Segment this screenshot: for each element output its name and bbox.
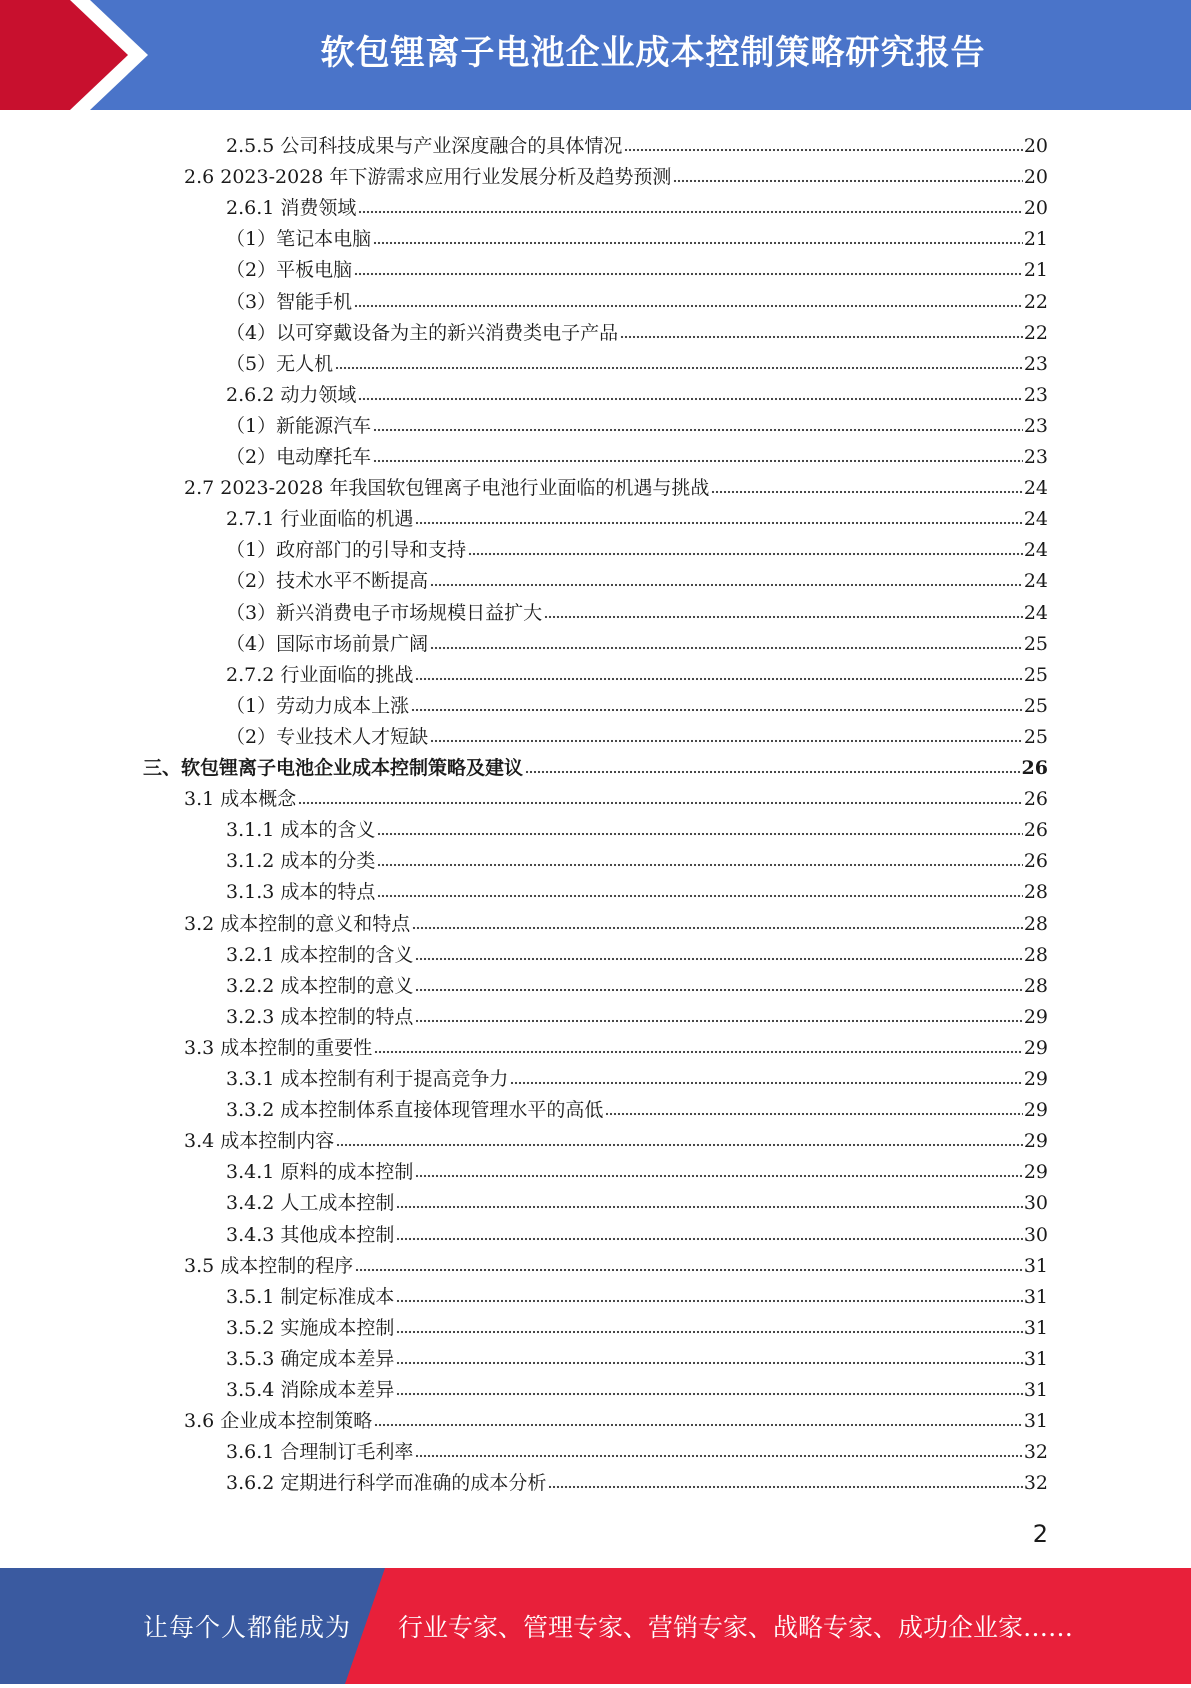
toc-entry-page: 32 [1023, 1472, 1048, 1494]
toc-entry-title: （5）无人机 [226, 353, 334, 375]
toc-dot-leader [510, 1061, 1022, 1085]
toc-dot-leader [335, 346, 1023, 370]
toc-dot-leader [673, 159, 1022, 183]
toc-entry-page: 24 [1023, 508, 1048, 530]
toc-dot-leader [396, 1310, 1022, 1334]
toc-dot-leader [468, 532, 1023, 556]
page-header [0, 0, 1191, 110]
toc-entry-page: 28 [1023, 881, 1048, 903]
toc-entry-page: 24 [1023, 477, 1048, 499]
toc-entry[interactable] [226, 189, 1048, 220]
toc-entry[interactable] [226, 127, 1048, 158]
toc-dot-leader [411, 688, 1023, 712]
toc-entry-page: 21 [1023, 228, 1048, 250]
toc-dot-leader [605, 1092, 1022, 1116]
toc-dot-leader [377, 812, 1022, 836]
toc-entry[interactable] [226, 376, 1048, 407]
toc-entry-page: 26 [1021, 757, 1048, 779]
toc-entry-title: 3.3.2 成本控制体系直接体现管理水平的高低 [226, 1099, 604, 1121]
toc-entry-page: 23 [1023, 446, 1048, 468]
toc-entry-page: 26 [1023, 819, 1048, 841]
toc-entry-title: 3.2.2 成本控制的意义 [226, 975, 414, 997]
toc-entry-title: （1）笔记本电脑 [226, 228, 372, 250]
toc-entry[interactable] [226, 407, 1048, 438]
toc-entry-page: 21 [1023, 259, 1048, 281]
toc-dot-leader [430, 563, 1023, 587]
toc-entry[interactable] [226, 562, 1048, 593]
toc-dot-leader [525, 750, 1021, 774]
toc-entry-title: 3.2.3 成本控制的特点 [226, 1006, 414, 1028]
toc-entry-title: 3.5 成本控制的程序 [184, 1255, 354, 1277]
toc-entry-page: 29 [1023, 1130, 1048, 1152]
toc-entry[interactable] [226, 998, 1048, 1029]
toc-entry-page: 31 [1023, 1410, 1048, 1432]
toc-entry-page: 24 [1023, 570, 1048, 592]
toc-dot-leader [396, 1217, 1022, 1241]
toc-entry-page: 31 [1023, 1379, 1048, 1401]
toc-entry[interactable] [226, 936, 1048, 967]
toc-entry[interactable] [184, 1029, 1048, 1060]
toc-entry-page: 26 [1023, 850, 1048, 872]
toc-dot-leader [415, 501, 1022, 525]
toc-entry-page: 30 [1023, 1192, 1048, 1214]
toc-entry[interactable] [226, 656, 1048, 687]
toc-entry[interactable] [226, 251, 1048, 282]
toc-dot-leader [544, 595, 1023, 619]
toc-entry[interactable] [226, 1309, 1048, 1340]
toc-entry-title: 2.6.1 消费领域 [226, 197, 357, 219]
toc-entry[interactable] [184, 1402, 1048, 1433]
toc-entry[interactable] [226, 811, 1048, 842]
toc-entry[interactable] [184, 780, 1048, 811]
toc-entry-page: 29 [1023, 1161, 1048, 1183]
toc-entry-title: 3.6.2 定期进行科学而准确的成本分析 [226, 1472, 547, 1494]
report-title: 软包锂离子电池企业成本控制策略研究报告 [320, 33, 986, 73]
toc-entry-title: 3.4.2 人工成本控制 [226, 1192, 395, 1214]
toc-entry-title: （2）电动摩托车 [226, 446, 372, 468]
toc-entry-title: 3.6 企业成本控制策略 [184, 1410, 373, 1432]
toc-entry-title: 3.3 成本控制的重要性 [184, 1037, 373, 1059]
toc-entry-page: 23 [1023, 415, 1048, 437]
toc-entry-title: 2.6.2 动力领域 [226, 384, 357, 406]
toc-entry-page: 28 [1023, 975, 1048, 997]
toc-entry-title: 3.1.1 成本的含义 [226, 819, 376, 841]
toc-dot-leader [358, 377, 1022, 401]
toc-dot-leader [377, 874, 1022, 898]
toc-dot-leader [374, 1030, 1023, 1054]
toc-entry-title: 3.4.3 其他成本控制 [226, 1224, 395, 1246]
toc-entry[interactable] [226, 1340, 1048, 1371]
toc-dot-leader [415, 657, 1022, 681]
toc-entry-title: 2.7.1 行业面临的机遇 [226, 508, 414, 530]
toc-entry-title: 3.2 成本控制的意义和特点 [184, 913, 411, 935]
toc-entry-page: 29 [1023, 1037, 1048, 1059]
toc-entry-page: 30 [1023, 1224, 1048, 1246]
toc-entry-title: （3）智能手机 [226, 291, 353, 313]
toc-entry[interactable] [226, 687, 1048, 718]
toc-entry-page: 24 [1023, 539, 1048, 561]
toc-entry[interactable] [226, 345, 1048, 376]
toc-entry-title: （1）劳动力成本上涨 [226, 695, 410, 717]
toc-entry-page: 28 [1023, 944, 1048, 966]
toc-entry-page: 22 [1023, 322, 1048, 344]
toc-dot-leader [373, 221, 1023, 245]
toc-entry-title: （1）新能源汽车 [226, 415, 372, 437]
toc-entry[interactable] [226, 283, 1048, 314]
toc-entry-title: 三、软包锂离子电池企业成本控制策略及建议 [143, 757, 524, 779]
toc-entry-title: 3.5.1 制定标准成本 [226, 1286, 395, 1308]
toc-entry-title: （3）新兴消费电子市场规模日益扩大 [226, 602, 543, 624]
toc-dot-leader [415, 1154, 1022, 1178]
toc-entry[interactable] [143, 749, 1048, 780]
toc-entry-title: （2）平板电脑 [226, 259, 353, 281]
toc-dot-leader [415, 968, 1022, 992]
toc-entry[interactable] [184, 469, 1048, 500]
toc-entry[interactable] [184, 905, 1048, 936]
toc-entry-page: 32 [1023, 1441, 1048, 1463]
toc-dot-leader [373, 439, 1023, 463]
footer-slogan: 让每个人都能成为 [143, 1613, 352, 1642]
toc-dot-leader [415, 999, 1022, 1023]
toc-dot-leader [355, 1248, 1023, 1272]
toc-dot-leader [354, 284, 1023, 308]
toc-entry[interactable] [226, 500, 1048, 531]
toc-entry-title: （2）专业技术人才短缺 [226, 726, 429, 748]
toc-entry-page: 28 [1023, 913, 1048, 935]
toc-entry-page: 25 [1023, 664, 1048, 686]
toc-entry-page: 29 [1023, 1068, 1048, 1090]
toc-dot-leader [396, 1279, 1022, 1303]
toc-entry[interactable] [226, 873, 1048, 904]
toc-entry-page: 25 [1023, 633, 1048, 655]
toc-entry-page: 23 [1023, 384, 1048, 406]
toc-entry-title: 3.4 成本控制内容 [184, 1130, 335, 1152]
toc-dot-leader [377, 843, 1022, 867]
toc-entry[interactable] [226, 1464, 1048, 1495]
toc-entry-title: 3.1.2 成本的分类 [226, 850, 376, 872]
toc-entry-title: 2.7.2 行业面临的挑战 [226, 664, 414, 686]
toc-entry-page: 24 [1023, 602, 1048, 624]
toc-dot-leader [358, 190, 1022, 214]
toc-entry[interactable] [226, 220, 1048, 251]
toc-entry[interactable] [226, 967, 1048, 998]
toc-entry-title: 2.6 2023-2028 年下游需求应用行业发展分析及趋势预测 [184, 166, 672, 188]
toc-entry-title: 3.2.1 成本控制的含义 [226, 944, 414, 966]
toc-entry[interactable] [184, 1247, 1048, 1278]
toc-entry-page: 31 [1023, 1348, 1048, 1370]
toc-dot-leader [415, 1434, 1022, 1458]
toc-entry[interactable] [226, 1433, 1048, 1464]
toc-entry[interactable] [226, 438, 1048, 469]
toc-entry-page: 31 [1023, 1255, 1048, 1277]
toc-entry-title: 2.7 2023-2028 年我国软包锂离子电池行业面临的机遇与挑战 [184, 477, 710, 499]
toc-dot-leader [373, 408, 1023, 432]
toc-entry[interactable] [226, 842, 1048, 873]
toc-dot-leader [430, 719, 1023, 743]
toc-dot-leader [624, 128, 1022, 152]
toc-entry-page: 29 [1023, 1006, 1048, 1028]
toc-dot-leader [412, 906, 1023, 930]
toc-entry-page: 20 [1023, 135, 1048, 157]
page-number: 2 [1032, 1520, 1048, 1548]
toc-entry[interactable] [226, 1216, 1048, 1247]
toc-entry-page: 31 [1023, 1317, 1048, 1339]
page-footer [0, 1568, 1191, 1684]
toc-entry-title: 3.1 成本概念 [184, 788, 297, 810]
toc-entry[interactable] [226, 1371, 1048, 1402]
toc-dot-leader [620, 315, 1023, 339]
toc-entry-title: 3.6.1 合理制订毛利率 [226, 1441, 414, 1463]
toc-entry-title: （2）技术水平不断提高 [226, 570, 429, 592]
toc-entry[interactable] [226, 1184, 1048, 1215]
toc-entry-title: 3.5.2 实施成本控制 [226, 1317, 395, 1339]
toc-entry-title: （1）政府部门的引导和支持 [226, 539, 467, 561]
toc-dot-leader [711, 470, 1022, 494]
toc-dot-leader [374, 1403, 1023, 1427]
toc-entry-title: 2.5.5 公司科技成果与产业深度融合的具体情况 [226, 135, 623, 157]
toc-entry-title: 3.1.3 成本的特点 [226, 881, 376, 903]
toc-entry[interactable] [226, 1060, 1048, 1091]
footer-expert-list: 行业专家、管理专家、营销专家、战略专家、成功企业家…… [398, 1613, 1074, 1642]
toc-entry[interactable] [226, 531, 1048, 562]
toc-entry[interactable] [226, 625, 1048, 656]
toc-entry-page: 25 [1023, 726, 1048, 748]
toc-entry-page: 20 [1023, 197, 1048, 219]
toc-entry[interactable] [184, 1122, 1048, 1153]
toc-entry-page: 22 [1023, 291, 1048, 313]
toc-entry[interactable] [226, 1153, 1048, 1184]
toc-entry[interactable] [226, 718, 1048, 749]
toc-entry-title: （4）国际市场前景广阔 [226, 633, 429, 655]
toc-entry-title: 3.5.4 消除成本差异 [226, 1379, 395, 1401]
toc-entry-title: 3.5.3 确定成本差异 [226, 1348, 395, 1370]
toc-dot-leader [548, 1465, 1022, 1489]
toc-entry-page: 31 [1023, 1286, 1048, 1308]
toc-entry-title: 3.3.1 成本控制有利于提高竞争力 [226, 1068, 509, 1090]
toc-dot-leader [396, 1341, 1022, 1365]
toc-dot-leader [415, 937, 1022, 961]
toc-dot-leader [430, 626, 1023, 650]
toc-dot-leader [396, 1185, 1022, 1209]
toc-entry[interactable] [226, 594, 1048, 625]
toc-dot-leader [336, 1123, 1023, 1147]
toc-dot-leader [298, 781, 1023, 805]
toc-entry-title: （4）以可穿戴设备为主的新兴消费类电子产品 [226, 322, 619, 344]
toc-entry-page: 23 [1023, 353, 1048, 375]
toc-entry-page: 26 [1023, 788, 1048, 810]
toc-entry[interactable] [184, 158, 1048, 189]
toc-entry-page: 25 [1023, 695, 1048, 717]
toc-entry[interactable] [226, 1278, 1048, 1309]
toc-entry-title: 3.4.1 原料的成本控制 [226, 1161, 414, 1183]
toc-entry[interactable] [226, 1091, 1048, 1122]
toc-dot-leader [354, 252, 1023, 276]
toc-dot-leader [396, 1372, 1022, 1396]
toc-entry[interactable] [226, 314, 1048, 345]
toc-entry-page: 20 [1023, 166, 1048, 188]
toc-entry-page: 29 [1023, 1099, 1048, 1121]
